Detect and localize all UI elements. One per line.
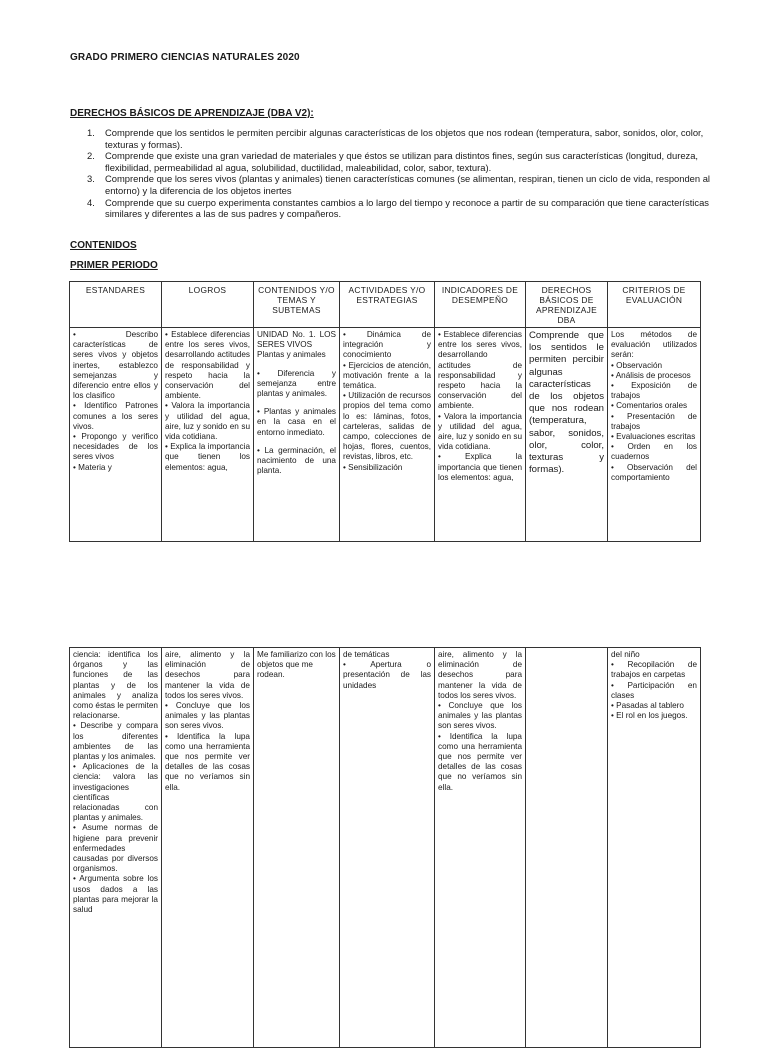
cell-line: • Propongo y verifico necesidades de los seres vivos	[73, 432, 158, 462]
cell-line: • Identifica la lupa como una herramienta que nos permite ver detalles de las cosas que no veríamos sin ella.	[438, 731, 522, 792]
cell-line: • Identifica la lupa como una herramienta que nos permite ver detalles de las cosas que no veríamos sin ella.	[165, 731, 250, 792]
dba-item-number: 3.	[87, 173, 95, 185]
cell-criterios	[608, 328, 701, 542]
dba-list	[70, 127, 710, 220]
cell-spacer	[257, 399, 336, 407]
cell-actividades	[340, 328, 435, 542]
cell-line: • La germinación, el nacimiento de una planta.	[257, 445, 336, 476]
cell-line: Los métodos de evaluación utilizados serán:	[611, 330, 697, 360]
header-dba: DERECHOS BÁSICOS DE APRENDIZAJE DBA	[526, 282, 608, 328]
primer-periodo-heading: PRIMER PERIODO	[70, 260, 158, 271]
cell-line: • Evaluaciones escritas	[611, 432, 696, 442]
cell-logros	[162, 328, 254, 542]
cell-actividades	[340, 648, 435, 1048]
cell-dba	[526, 328, 608, 542]
curriculum-table-page1	[69, 281, 701, 542]
cell-line: aire, alimento y la eliminación de desechos para mantener la vida de todos los seres vivos.	[165, 650, 250, 700]
dba-item	[70, 197, 710, 220]
dba-item-number: 4.	[87, 196, 95, 208]
dba-item	[70, 150, 710, 173]
header-contenidos: CONTENIDOS Y/O TEMAS Y SUBTEMAS	[254, 282, 340, 328]
cell-contenidos	[254, 328, 340, 542]
curriculum-table-page2	[69, 647, 701, 1048]
document-title: GRADO PRIMERO CIENCIAS NATURALES 2020	[70, 52, 300, 63]
cell-line: • Establece diferencias entre los seres vivos, desarrollando actitudes de responsabilidad y respeto hacia la conservación del ambiente.	[165, 330, 250, 401]
header-criterios: CRITERIOS DE EVALUACIÓN	[608, 282, 701, 328]
cell-line: aire, alimento y la eliminación de desechos para mantener la vida de todos los seres vivos.	[438, 650, 522, 700]
cell-line: • Observación	[611, 360, 663, 370]
dba-item-number: 2.	[87, 150, 95, 162]
cell-indicadores	[435, 648, 526, 1048]
cell-line: • Análisis de procesos	[611, 370, 691, 380]
cell-indicadores	[435, 328, 526, 542]
cell-line: Comprende que los sentidos le permiten percibir algunas características de los objetos que nos rodean (temperatura, sabor, sonidos, olor, color, texturas y formas).	[529, 330, 604, 476]
dba-item-number: 1.	[87, 127, 95, 138]
cell-line: del niño	[611, 650, 640, 659]
cell-line: • Explica la importancia que tienen los elementos: agua,	[165, 442, 250, 472]
cell-line: UNIDAD No. 1. LOS SERES VIVOS	[257, 330, 336, 350]
cell-line: • Sensibilización	[343, 462, 403, 472]
cell-criterios	[608, 648, 701, 1048]
table-header-row	[70, 282, 701, 328]
dba-item-text: Comprende que los sentidos le permiten percibir algunas características de los objetos que nos rodean (temperatura, sabor, sonidos, olor, color, texturas y formas).	[105, 127, 704, 150]
cell-spacer	[257, 438, 336, 446]
cell-line: • Ejercicios de atención, motivación frente a la temática.	[343, 360, 431, 391]
dba-heading: DERECHOS BÁSICOS DE APRENDIZAJE (DBA V2):	[70, 108, 314, 119]
cell-spacer	[257, 361, 336, 369]
cell-line: • Materia y	[73, 462, 112, 472]
cell-line: • Establece diferencias entre los seres vivos, desarrollando actitudes de responsabilidad y respeto hacia la conservación del ambiente.	[438, 330, 522, 411]
dba-item-text: Comprende que su cuerpo experimenta constantes cambios a lo largo del tiempo y reconoce a partir de su comparación que tiene características similares y diferentes a las de sus padres y compañeros.	[105, 196, 709, 220]
cell-line: • Dinámica de integración y conocimiento	[343, 330, 431, 360]
cell-line: Plantas y animales	[257, 350, 326, 360]
cell-estandares	[70, 648, 162, 1048]
cell-line: • Exposición de trabajos	[611, 381, 697, 401]
cell-line: • El rol en los juegos.	[611, 711, 688, 721]
cell-line: • Argumenta sobre los usos dados a las plantas para mejorar la salud	[73, 874, 158, 915]
cell-line: • Presentación de trabajos	[611, 411, 697, 431]
cell-line: • Describe y compara los diferentes ambientes de las plantas y los animales.	[73, 721, 158, 762]
contenidos-heading: CONTENIDOS	[70, 240, 137, 251]
cell-line: ciencia: identifica los órganos y las funciones de las plantas y de los animales y analiza como éstas le permiten relacionarse.	[73, 650, 158, 721]
header-logros: LOGROS	[162, 282, 254, 328]
cell-line: • Recopilación de trabajos en carpetas	[611, 660, 697, 680]
cell-line: de temáticas	[343, 650, 390, 659]
cell-line: • Valora la importancia y utilidad del agua, aire, luz y sonido en su vida cotidiana.	[438, 411, 522, 452]
dba-item-text: Comprende que los seres vivos (plantas y animales) tienen características comunes (se alimentan, respiran, tienen un ciclo de vida, responden al entorno) y la diferencia de los objetos inertes	[105, 173, 710, 196]
cell-line: • Utilización de recursos propios del tema como lo es: láminas, fotos, carteleras, salidas de campo, colecciones de hojas, flores, cuentos, revistas, libros, etc.	[343, 391, 431, 462]
cell-line: • Participación en clases	[611, 680, 697, 700]
cell-dba	[526, 648, 608, 1048]
cell-line: • Comentarios orales	[611, 401, 688, 411]
dba-item	[70, 173, 710, 196]
header-indicadores: INDICADORES DE DESEMPEÑO	[435, 282, 526, 328]
cell-line: • Diferencia y semejanza entre plantas y animales.	[257, 368, 336, 399]
cell-line: Me familiarizo con los objetos que me rodean.	[257, 650, 336, 680]
dba-item-text: Comprende que existe una gran variedad de materiales y que éstos se utilizan para distintos fines, según sus características (longitud, dureza, flexibilidad, permeabilidad al agua, solubilidad, ductilidad, maleabilidad, color, sabor, textura).	[105, 150, 699, 173]
header-actividades: ACTIVIDADES Y/O ESTRATEGIAS	[340, 282, 435, 328]
cell-line: • Concluye que los animales y las plantas son seres vivos.	[165, 701, 250, 731]
cell-contenidos	[254, 648, 340, 1048]
cell-line: • Describo características de seres vivos y objetos inertes, establezco semejanzas y diferencio entre ellos y los clasifico	[73, 330, 158, 401]
cell-line: • Pasadas al tablero	[611, 701, 684, 711]
cell-line: • Observación del comportamiento	[611, 462, 697, 482]
cell-line: • Valora la importancia y utilidad del agua, aire, luz y sonido en su vida cotidiana.	[165, 401, 250, 442]
dba-item	[70, 127, 710, 150]
cell-line: • Aplicaciones de la ciencia: valora las investigaciones científicas relacionadas con plantas y animales.	[73, 762, 158, 823]
cell-line: • Asume normas de higiene para prevenir enfermedades causadas por diversos organismos.	[73, 823, 158, 874]
cell-line: • Identifico Patrones comunes a los seres vivos.	[73, 401, 158, 431]
cell-logros	[162, 648, 254, 1048]
cell-estandares	[70, 328, 162, 542]
cell-line: • Plantas y animales en la casa en el entorno inmediato.	[257, 407, 336, 437]
table-row	[70, 328, 701, 542]
table-row	[70, 648, 701, 1048]
cell-line: • Orden en los cuadernos	[611, 442, 697, 462]
header-estandares: ESTANDARES	[70, 282, 162, 328]
cell-line: • Apertura o presentación de las unidades	[343, 660, 431, 690]
cell-line: • Explica la importancia que tienen los elementos: agua,	[438, 452, 522, 482]
cell-line: • Concluye que los animales y las plantas son seres vivos.	[438, 701, 522, 731]
